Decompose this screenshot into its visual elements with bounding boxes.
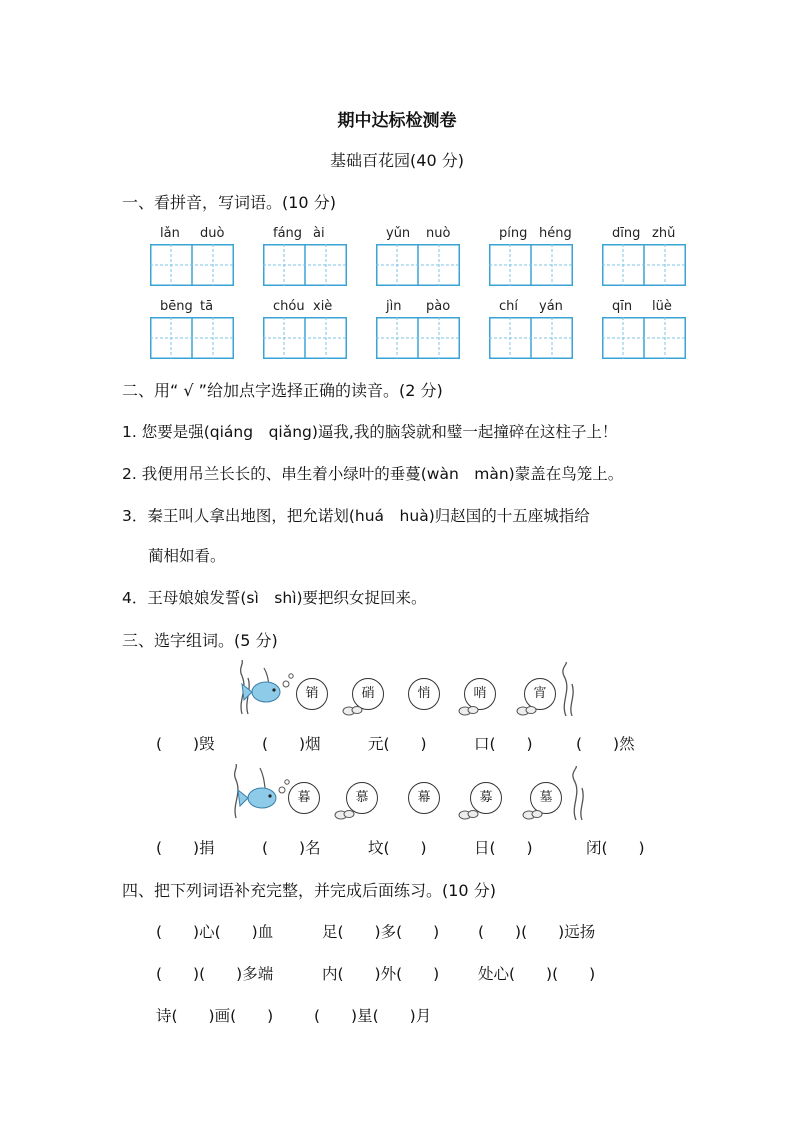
fill-blank-item[interactable]: 日( ) xyxy=(474,839,533,857)
pinyin-syllable: duò xyxy=(200,226,225,241)
fill-blank-item[interactable]: 坟( ) xyxy=(368,839,427,857)
char-choice: 慕 xyxy=(346,782,378,814)
section3-heading: 三、选字组词。(5 分) xyxy=(122,631,278,650)
pebble-icon xyxy=(458,808,480,820)
fill-blank-item[interactable]: ( )星( )月 xyxy=(314,1007,432,1025)
fill-blank-item[interactable]: 处心( )( ) xyxy=(478,965,596,983)
seaweed-icon xyxy=(556,662,580,716)
writing-grid[interactable] xyxy=(602,317,686,359)
fill-blank-item[interactable]: ( )捐 xyxy=(156,839,215,857)
pinyin-syllable: lǎn xyxy=(160,226,180,241)
pinyin-syllable: héng xyxy=(539,226,572,241)
question-4: 4．王母娘娘发誓(sì shì)要把织女捉回来。 xyxy=(122,589,427,607)
fill-blank-item[interactable]: ( )烟 xyxy=(262,735,321,753)
page-subtitle: 基础百花园(40 分) xyxy=(330,151,464,170)
pebble-icon xyxy=(334,808,356,820)
writing-grid[interactable] xyxy=(263,317,347,359)
pinyin-syllable: chóu xyxy=(273,299,305,314)
writing-grid[interactable] xyxy=(489,244,573,286)
pinyin-syllable: yán xyxy=(539,299,563,314)
fill-blank-item[interactable]: 内( )外( ) xyxy=(322,965,440,983)
fill-blank-item[interactable]: ( )心( )血 xyxy=(156,923,274,941)
pinyin-syllable: lüè xyxy=(652,299,672,314)
pinyin-syllable: xiè xyxy=(313,299,333,314)
writing-grid[interactable] xyxy=(602,244,686,286)
pinyin-syllable: ài xyxy=(313,226,325,241)
writing-grid[interactable] xyxy=(376,317,460,359)
pinyin-syllable: tā xyxy=(200,299,214,314)
char-choice: 暮 xyxy=(288,782,320,814)
seaweed-icon xyxy=(566,766,590,820)
pinyin-syllable: chí xyxy=(499,299,518,314)
char-choice: 募 xyxy=(470,782,502,814)
writing-grid[interactable] xyxy=(263,244,347,286)
pinyin-syllable: píng xyxy=(499,226,528,241)
pinyin-syllable: dīng xyxy=(612,226,641,241)
pebble-icon xyxy=(342,704,364,716)
fill-blank-item[interactable]: ( )( )多端 xyxy=(156,965,274,983)
char-choice: 悄 xyxy=(408,678,440,710)
question-3-line2: 蔺相如看。 xyxy=(148,547,226,565)
writing-grid[interactable] xyxy=(150,317,234,359)
pinyin-syllable: yǔn xyxy=(386,226,411,241)
question-1: 1. 您要是强(qiáng qiǎng)逼我,我的脑袋就和璧一起撞碎在这柱子上！ xyxy=(122,423,618,441)
question-3-line1: 3．秦王叫人拿出地图，把允诺划(huá huà)归赵国的十五座城指给 xyxy=(122,507,590,525)
writing-grid[interactable] xyxy=(150,244,234,286)
pinyin-syllable: jìn xyxy=(386,299,402,314)
pinyin-syllable: nuò xyxy=(426,226,451,241)
fill-blank-item[interactable]: ( )然 xyxy=(576,735,635,753)
pebble-icon xyxy=(458,704,480,716)
section1-heading: 一、看拼音，写词语。(10 分) xyxy=(122,193,336,212)
pinyin-syllable: zhǔ xyxy=(652,226,676,241)
question-2: 2. 我便用吊兰长长的、串生着小绿叶的垂蔓(wàn màn)蒙盖在鸟笼上。 xyxy=(122,465,624,483)
pebble-icon xyxy=(522,808,544,820)
pinyin-syllable: pào xyxy=(426,299,451,314)
char-choice: 销 xyxy=(296,678,328,710)
writing-grid[interactable] xyxy=(489,317,573,359)
section2-heading: 二、用“ √ ”给加点字选择正确的读音。(2 分) xyxy=(122,381,443,400)
pinyin-syllable: qīn xyxy=(612,299,633,314)
pebble-icon xyxy=(516,704,538,716)
section4-heading: 四、把下列词语补充完整，并完成后面练习。(10 分) xyxy=(122,881,496,900)
fill-blank-item[interactable]: 闭( ) xyxy=(586,839,645,857)
fill-blank-item[interactable]: ( )( )远扬 xyxy=(478,923,596,941)
writing-grid[interactable] xyxy=(376,244,460,286)
fill-blank-item[interactable]: ( )名 xyxy=(262,839,321,857)
char-choice: 硝 xyxy=(352,678,384,710)
char-choice: 宵 xyxy=(524,678,556,710)
pinyin-syllable: fáng xyxy=(273,226,303,241)
fill-blank-item[interactable]: 口( ) xyxy=(474,735,533,753)
char-choice: 幕 xyxy=(408,782,440,814)
fill-blank-item[interactable]: 元( ) xyxy=(368,735,427,753)
fill-blank-item[interactable]: 诗( )画( ) xyxy=(156,1007,274,1025)
char-choice: 哨 xyxy=(464,678,496,710)
page-title: 期中达标检测卷 xyxy=(337,111,457,131)
fill-blank-item[interactable]: ( )毁 xyxy=(156,735,215,753)
char-choice: 墓 xyxy=(530,782,562,814)
pinyin-syllable: bēng xyxy=(160,299,193,314)
fill-blank-item[interactable]: 足( )多( ) xyxy=(322,923,440,941)
